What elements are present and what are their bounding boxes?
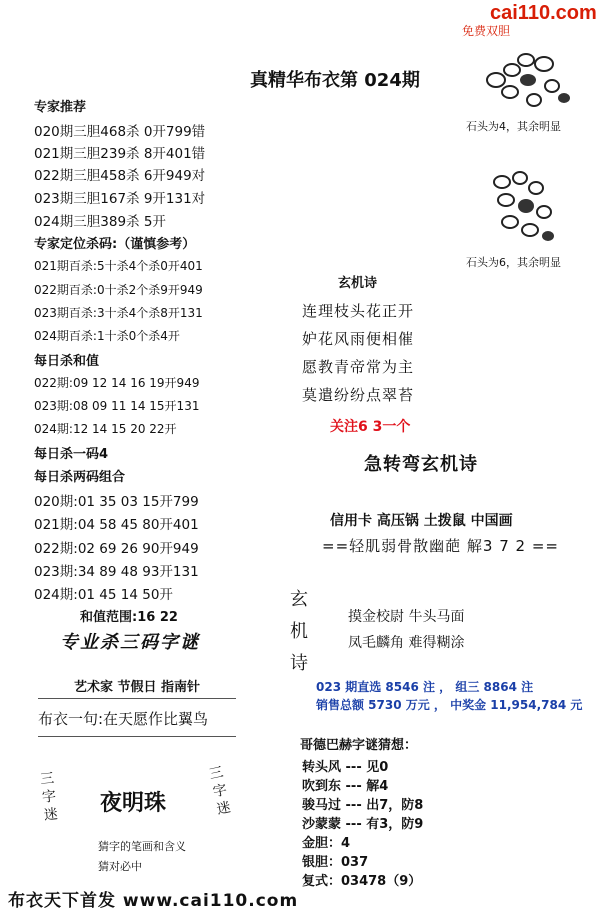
expert-row: 022期三胆458杀 6开949对 bbox=[34, 168, 206, 184]
kill-heading: 专家定位杀码:（谨慎参考） bbox=[34, 237, 196, 252]
two-code-row: 021期:04 58 45 80开401 bbox=[34, 517, 199, 533]
pro-kill-title: 专业杀三码字谜 bbox=[60, 632, 200, 653]
poem-heading: 玄机诗 bbox=[338, 276, 378, 291]
two-code-row: 020期:01 35 03 15开799 bbox=[34, 494, 199, 510]
riddle-hint: 猜字的笔画和含义 bbox=[98, 840, 186, 853]
sum-row: 022期:09 12 14 16 19开949 bbox=[34, 376, 200, 390]
buyi-sentence: 布衣一句:在天愿作比翼鸟 bbox=[38, 710, 209, 728]
stone-chain-icon bbox=[486, 168, 562, 250]
stat-line: 销售总额 5730 万元 ， 中奖金 11,954,784 元 bbox=[316, 698, 583, 712]
poem-line: 莫遣纷纷点翠苔 bbox=[302, 386, 415, 404]
artist-line: 艺术家 节假日 指南针 bbox=[74, 680, 201, 695]
poem-line: 愿教青帝常为主 bbox=[302, 358, 415, 376]
sum-row: 024期:12 14 15 20 22开 bbox=[34, 422, 177, 436]
sum-range: 和值范围:16 22 bbox=[80, 610, 178, 625]
expert-row: 020期三胆468杀 0开799错 bbox=[34, 124, 206, 140]
riddle-phrase: ==轻肌弱骨散幽葩 解3 7 2 == bbox=[322, 537, 559, 555]
riddle-line: 凤毛麟角 难得糊涂 bbox=[348, 635, 465, 651]
page-title: 真精华布衣第 024期 bbox=[250, 70, 420, 91]
poem-line: 连理枝头花正开 bbox=[302, 302, 415, 320]
goede-row: 复式：03478（9） bbox=[302, 874, 422, 889]
kill-row: 024期百杀:1十杀0个杀4开 bbox=[34, 329, 180, 343]
expert-row: 024期三胆389杀 5开 bbox=[34, 214, 166, 230]
riddle-line: 摸金校尉 牛头马面 bbox=[348, 609, 465, 625]
goede-row: 骏马过 --- 出7，防8 bbox=[302, 798, 424, 813]
divider bbox=[38, 736, 236, 737]
turn-title: 急转弯玄机诗 bbox=[364, 454, 478, 475]
footer-banner: 布衣天下首发 www.cai110.com bbox=[8, 891, 299, 911]
poem-line: 妒花风雨便相催 bbox=[302, 330, 415, 348]
expert-heading: 专家推荐 bbox=[34, 100, 87, 115]
riddle-side-left: 三字迷 bbox=[39, 770, 59, 824]
expert-row: 021期三胆239杀 8开401错 bbox=[34, 146, 206, 162]
expert-row: 023期三胆167杀 9开131对 bbox=[34, 191, 206, 207]
focus-note: 关注6 3一个 bbox=[330, 419, 411, 435]
sum-heading: 每日杀和值 bbox=[34, 354, 100, 369]
goede-row: 银胆：037 bbox=[302, 855, 369, 870]
stone-caption: 石头为6，其余明显 bbox=[466, 256, 561, 269]
riddle-hint: 猜对必中 bbox=[98, 860, 142, 873]
two-code-row: 024期:01 45 14 50开 bbox=[34, 587, 173, 603]
logo-subtitle: 免费双胆 bbox=[462, 24, 511, 38]
goede-row: 转头风 --- 见0 bbox=[302, 760, 389, 775]
kill-row: 021期百杀:5十杀4个杀0开401 bbox=[34, 259, 203, 273]
riddle-items: 信用卡 高压锅 土拨鼠 中国画 bbox=[330, 513, 513, 529]
one-code: 每日杀一码4 bbox=[34, 447, 109, 462]
goede-heading: 哥德巴赫字谜猜想： bbox=[300, 738, 418, 753]
kill-row: 023期百杀:3十杀4个杀8开131 bbox=[34, 306, 203, 320]
two-code-heading: 每日杀两码组合 bbox=[34, 470, 126, 485]
riddle-answer: 夜明珠 bbox=[100, 791, 167, 816]
goede-row: 金胆：4 bbox=[302, 836, 351, 851]
sum-row: 023期:08 09 11 14 15开131 bbox=[34, 399, 200, 413]
site-logo: cai110.com bbox=[490, 2, 597, 24]
goede-row: 吹到东 --- 解4 bbox=[302, 779, 389, 794]
vertical-title: 玄机诗 bbox=[290, 589, 308, 674]
stone-caption: 石头为4，其余明显 bbox=[466, 120, 561, 133]
riddle-side-right: 三字迷 bbox=[207, 764, 233, 819]
two-code-row: 022期:02 69 26 90开949 bbox=[34, 541, 199, 557]
two-code-row: 023期:34 89 48 93开131 bbox=[34, 564, 199, 580]
stone-chain-icon bbox=[482, 48, 578, 114]
stat-line: 023 期直选 8546 注 ， 组三 8864 注 bbox=[316, 680, 534, 694]
goede-row: 沙蒙蒙 --- 有3，防9 bbox=[302, 817, 424, 832]
kill-row: 022期百杀:0十杀2个杀9开949 bbox=[34, 283, 203, 297]
divider bbox=[38, 698, 236, 699]
